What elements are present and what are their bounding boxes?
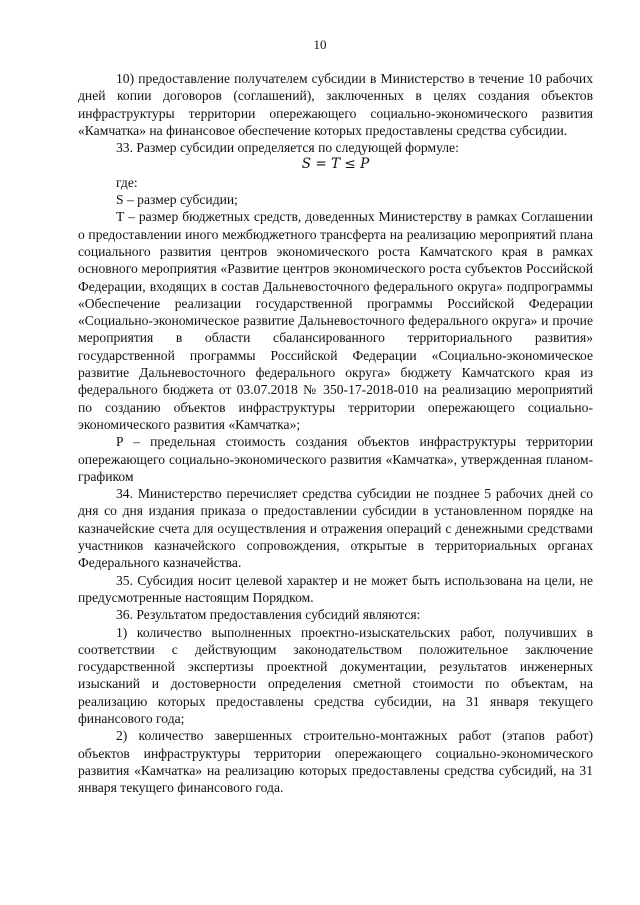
paragraph-36-item-2: 2) количество завершенных строительно-монтажных работ (этапов работ) объектов инфраструктуры территории опережающего социально-экономического развития «Камчатка» на реализацию которых предоставлены средства субсидий, на 31 января текущего финансового года. — [78, 728, 593, 796]
paragraph-36-item-1: 1) количество выполненных проектно-изыскательских работ, получивших в соответствии с действующим законодательством положительное заключение государственной экспертизы проектной документации, результатов инженерных изысканий и достоверности определения сметной стоимости по объектам, на реализацию которых предоставлены средства субсидии, на 31 января текущего финансового года; — [78, 624, 593, 726]
formula: S = T ≤ P — [301, 156, 370, 173]
definition-s: S – размер субсидии; — [116, 192, 238, 208]
page-number: 10 — [313, 37, 327, 52]
definition-t: T – размер бюджетных средств, доведенных Министерству в рамках Соглашении о предоставлении иного межбюджетного трансферта на реализацию мероприятий плана социального развития центров экономического роста Камчатского края в рамках основного мероприятия «Развитие центров экономического роста субъектов Российской Федерации, входящих в состав Дальневосточного федерального округа» подпрограммы «Обеспечение реализации государственной программы Российской Федерации «Социально-экономическое развитие Дальневосточного федерального округа» и прочие мероприятия в области сбалансированного территориального развития» государственной программы Российской Федерации «Социально-экономическое развитие Дальневосточного федерального округа» бюджету Камчатского края из федерального бюджета от 03.07.2018 № 350-17-2018-010 на реализацию мероприятий по созданию объектов инфраструктуры территории опережающего социально-экономического развития «Камчатка»; — [78, 209, 593, 432]
paragraph-35: 35. Субсидия носит целевой характер и не может быть использована на цели, не предусмотренные настоящим Порядком. — [78, 572, 593, 605]
paragraph-item-10: 10) предоставление получателем субсидии в Министерство в течение 10 рабочих дней копии договоров (соглашений), заключенных в целях создания объектов инфраструктуры территории опережающего социально-экономического развития «Камчатка» на финансовое обеспечение которых предоставлены средства субсидии. — [78, 71, 593, 138]
paragraph-36: 36. Результатом предоставления субсидий являются: — [116, 607, 421, 623]
paragraph-33: 33. Размер субсидии определяется по следующей формуле: — [116, 140, 459, 156]
paragraph-34: 34. Министерство перечисляет средства субсидии не позднее 5 рабочих дней со дня со дня издания приказа о предоставлении субсидии в установленном порядке на казначейские счета для осуществления и отражения операций с денежными средствами участников казначейского сопровождения, открытые в территориальных органах Федерального казначейства. — [78, 486, 593, 571]
document-body — [78, 70, 593, 796]
definition-p: P – предельная стоимость создания объектов инфраструктуры территории опережающего социально-экономического развития «Камчатка», утвержденная планом-графиком — [78, 434, 593, 484]
paragraph-where: где: — [116, 174, 138, 190]
